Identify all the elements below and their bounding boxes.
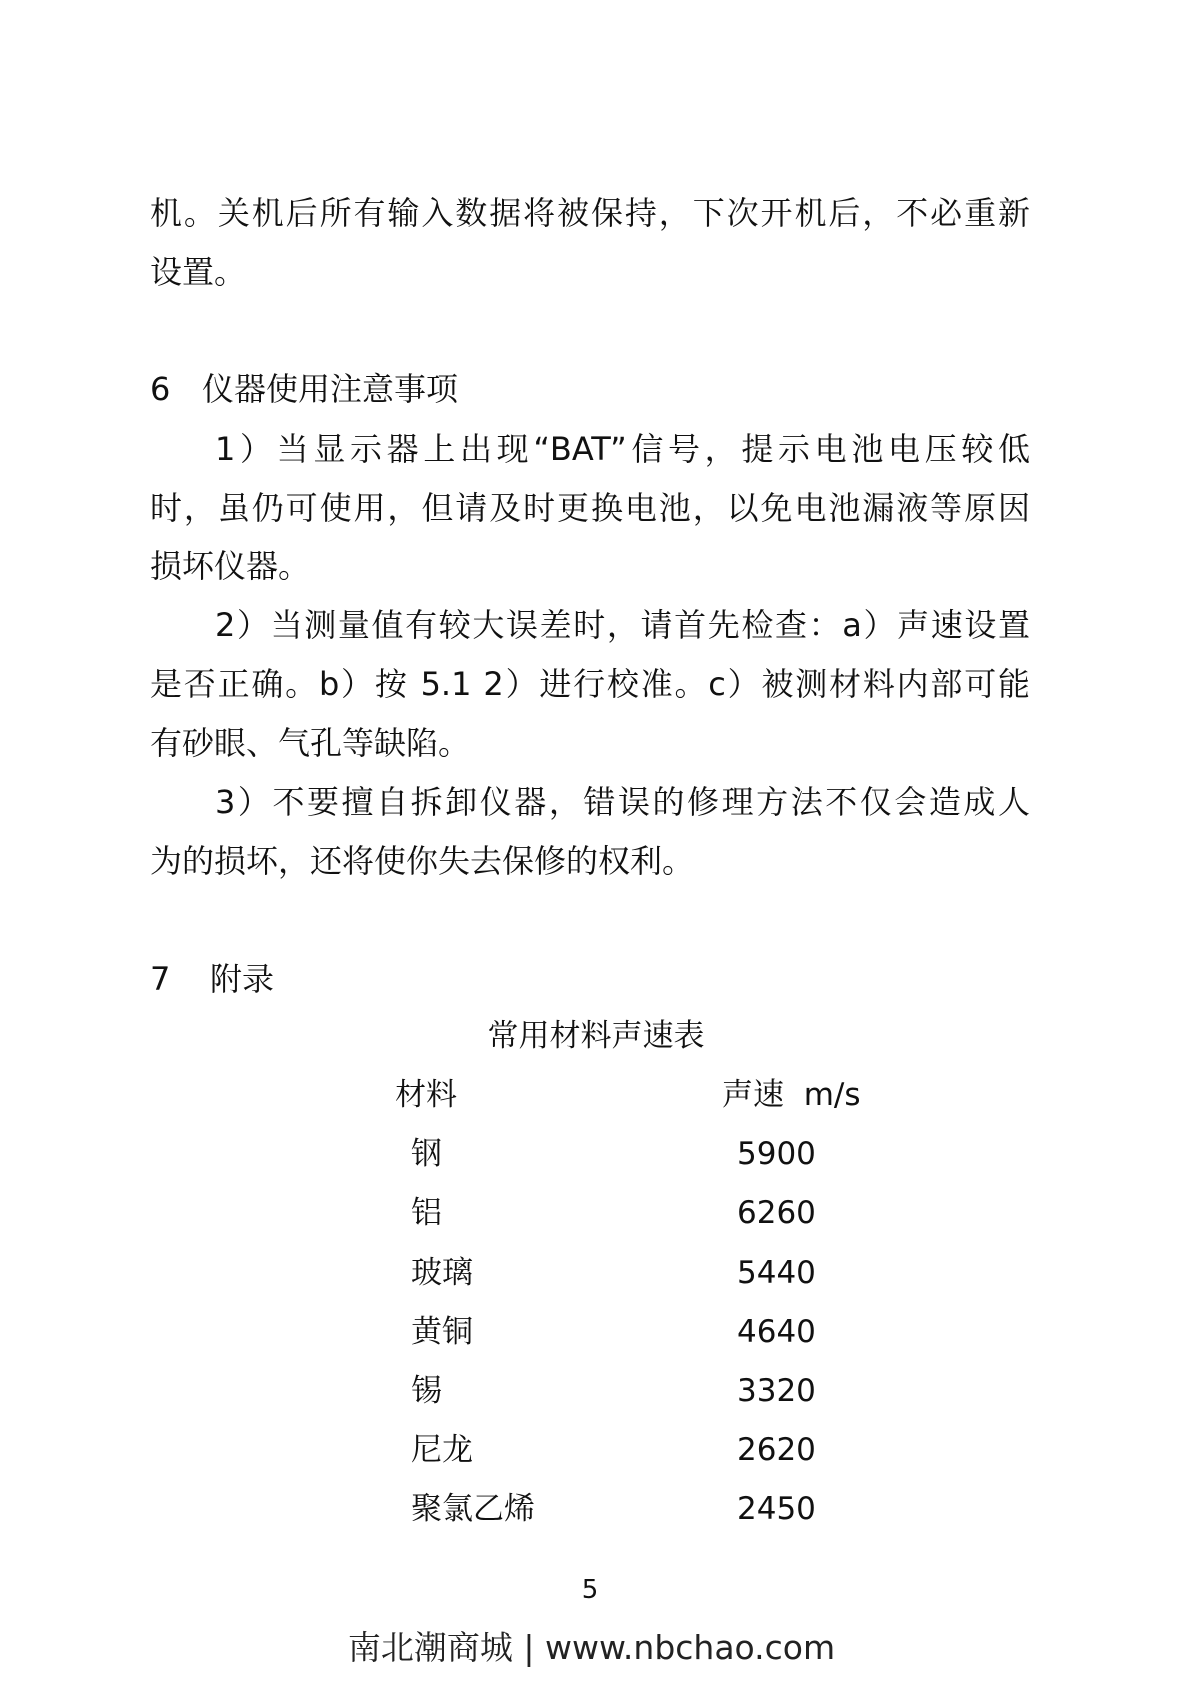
speed-cell: 5900 [737, 1136, 816, 1172]
speed-cell: 2620 [737, 1432, 816, 1468]
paragraph-line: 时，虽仍可使用，但请及时更换电池，以免电池漏液等原因 [150, 489, 1030, 527]
paragraph-line: 损坏仪器。 [150, 547, 311, 585]
material-cell: 铝 [411, 1195, 442, 1231]
paragraph-line: 有砂眼、气孔等缺陷。 [150, 724, 471, 762]
paragraph-line: 设置。 [150, 253, 247, 291]
paragraph-line: 是否正确。b）按 5.1 2）进行校准。c）被测材料内部可能 [150, 665, 1030, 703]
section-6-heading [150, 369, 1030, 409]
speed-cell: 2450 [737, 1491, 816, 1527]
table-title: 常用材料声速表 [487, 1018, 705, 1054]
paragraph-line: 2）当测量值有较大误差时，请首先检查：a）声速设置 [215, 606, 1030, 644]
section-number: 6 [150, 370, 171, 408]
paragraph-line: 机。关机后所有输入数据将被保持，下次开机后，不必重新 [150, 194, 1030, 232]
material-cell: 钢 [411, 1136, 442, 1172]
section-title: 仪器使用注意事项 [202, 370, 459, 408]
paragraph-line: 3）不要擅自拆卸仪器，错误的修理方法不仅会造成人 [215, 783, 1030, 821]
footer-watermark[interactable]: 南北潮商城 | www.nbchao.com [347, 1628, 836, 1667]
paragraph-line: 为的损坏，还将使你失去保修的权利。 [150, 842, 695, 880]
table-header-speed: 声速 m/s [722, 1077, 861, 1113]
speed-cell: 6260 [737, 1195, 816, 1231]
material-cell: 黄铜 [411, 1314, 473, 1350]
section-number: 7 [150, 960, 171, 998]
section-title: 附录 [210, 960, 275, 998]
table-header-material: 材料 [395, 1077, 457, 1113]
paragraph-line: 1）当显示器上出现“BAT”信号，提示电池电压较低 [215, 430, 1030, 468]
material-cell: 玻璃 [411, 1255, 473, 1291]
speed-cell: 3320 [737, 1373, 816, 1409]
material-cell: 聚氯乙烯 [411, 1491, 535, 1527]
page-number: 5 [581, 1575, 599, 1605]
material-cell: 锡 [411, 1373, 442, 1409]
material-cell: 尼龙 [411, 1432, 473, 1468]
section-7-heading [150, 959, 1030, 999]
speed-cell: 4640 [737, 1314, 816, 1350]
speed-cell: 5440 [737, 1255, 816, 1291]
